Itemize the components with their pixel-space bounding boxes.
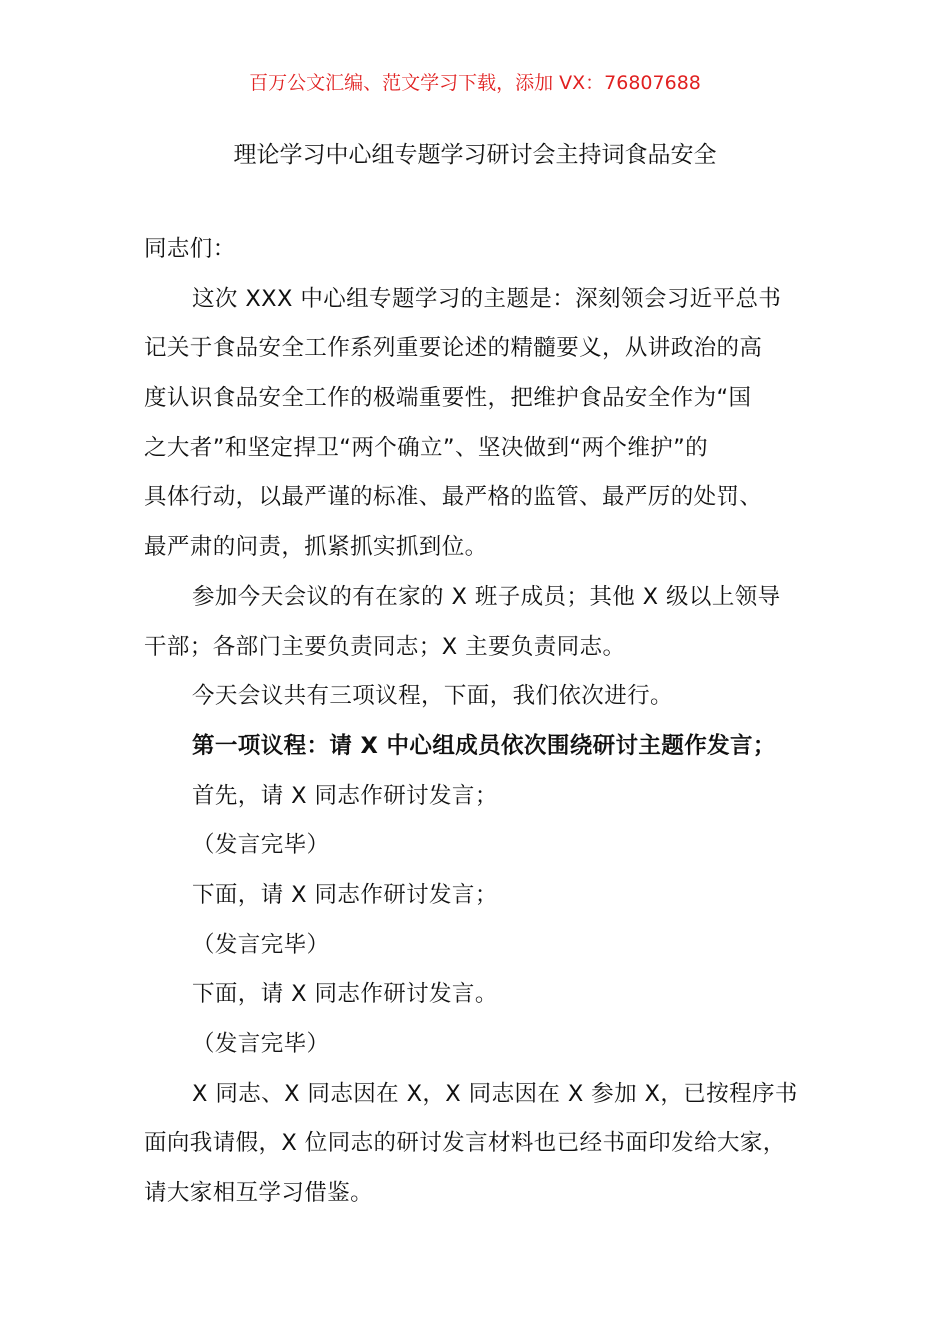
body-text-line: 这次 XXX 中心组专题学习的主题是：深刻领会习近平总书 [192,285,782,312]
body-text-line: 度认识食品安全工作的极端重要性，把维护食品安全作为“国 [144,385,752,412]
body-text-line: 干部；各部门主要负责同志；X 主要负责同志。 [144,633,626,660]
body-text-line: 首先，请 X 同志作研讨发言； [192,782,498,809]
body-text-line: 参加今天会议的有在家的 X 班子成员；其他 X 级以上领导 [192,583,781,610]
body-text-line: 具体行动，以最严谨的标准、最严格的监管、最严厉的处罚、 [144,484,763,511]
document-body [144,225,824,1219]
body-text-line: 请大家相互学习借鉴。 [144,1180,374,1207]
body-text-line: （发言完毕） [192,1031,330,1057]
body-text-line: 下面，请 X 同志作研讨发言。 [192,981,498,1008]
document-title: 理论学习中心组专题学习研讨会主持词食品安全 [233,142,717,168]
body-text-line: 今天会议共有三项议程，下面，我们依次进行。 [192,683,673,710]
body-text-line: 记关于食品安全工作系列重要论述的精髓要义，从讲政治的高 [144,335,763,362]
body-text-line: 之大者”和坚定捍卫“两个确立”、坚决做到“两个维护”的 [144,434,709,461]
body-text-line: 同志们： [144,236,236,262]
body-text-line: （发言完毕） [192,832,330,859]
body-text-line: （发言完毕） [192,931,330,958]
body-text-line: 最严肃的问责，抓紧抓实抓到位。 [144,534,488,561]
agenda-heading-line: 第一项议程：请 X 中心组成员依次围绕研讨主题作发言； [192,732,776,759]
watermark-header: 百万公文汇编、范文学习下载，添加 VX：76807688 [249,72,701,94]
body-text-line: X 同志、X 同志因在 X，X 同志因在 X 参加 X，已按程序书 [192,1080,798,1107]
body-text-line: 下面，请 X 同志作研讨发言； [192,881,498,908]
body-text-line: 面向我请假，X 位同志的研讨发言材料也已经书面印发给大家， [144,1130,786,1157]
